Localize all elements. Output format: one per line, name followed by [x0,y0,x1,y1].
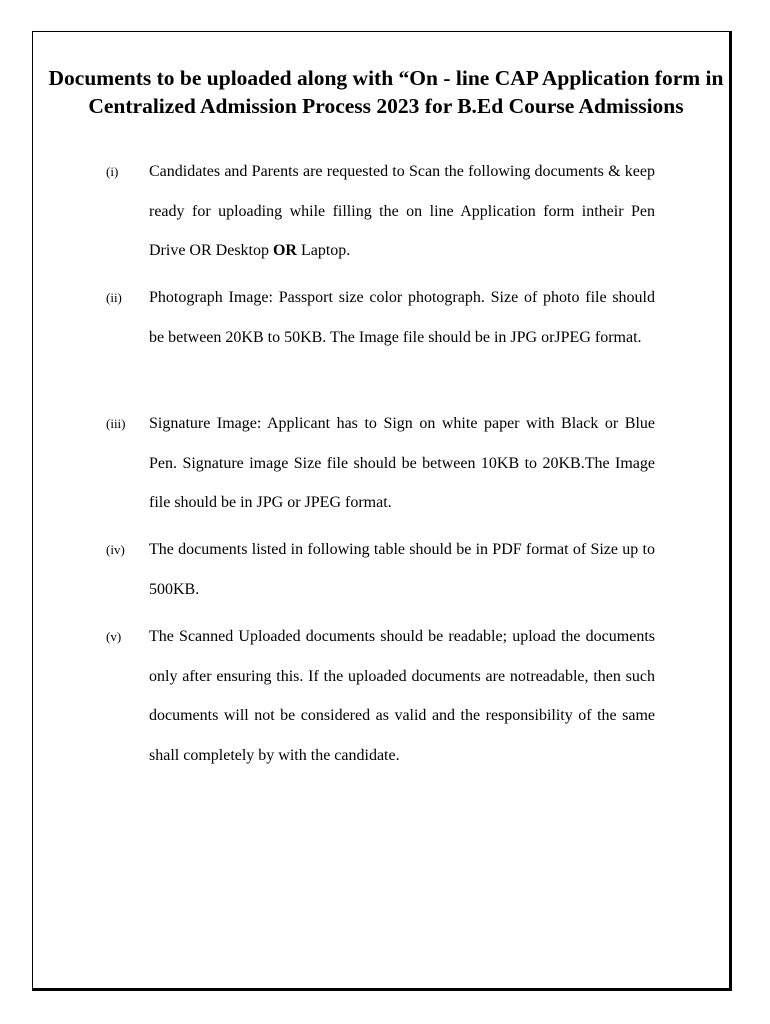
item-number: (ii) [106,290,122,305]
item-text-part: Candidates and Parents are requested to Scan the following documents & keep ready for uploading while filling the on line Application form intheir Pen Drive OR Desktop [149,163,655,259]
item-text: The Scanned Uploaded documents should be readable; upload the documents only after ensuring this. If the uploaded documents are notreadable, then such documents will not be considered as valid and the responsibility of the same shall completely by with the candidate. [149,628,655,764]
item-text: Signature Image: Applicant has to Sign on white paper with Black or Blue Pen. Signature image Size file should be between 10KB to 20KB.The Image file should be in JPG or JPEG format. [149,415,655,511]
item-text: The documents listed in following table should be in PDF format of Size up to 500KB. [149,541,655,598]
item-number: (iv) [106,542,125,557]
item-number: (v) [106,629,122,644]
item-number: (i) [106,164,119,179]
document-title: Documents to be uploaded along with “On - line CAP Application form in Centralized Admission Process 2023 for B.Ed Course Admissions [48,66,724,118]
item-text [149,152,655,271]
item-text-bold: OR [272,242,297,259]
item-number: (iii) [106,416,126,431]
item-text: Photograph Image: Passport size color photograph. Size of photo file should be between 20KB to 50KB. The Image file should be in JPG orJPEG format. [149,289,655,346]
item-text-part: Laptop. [296,242,351,259]
